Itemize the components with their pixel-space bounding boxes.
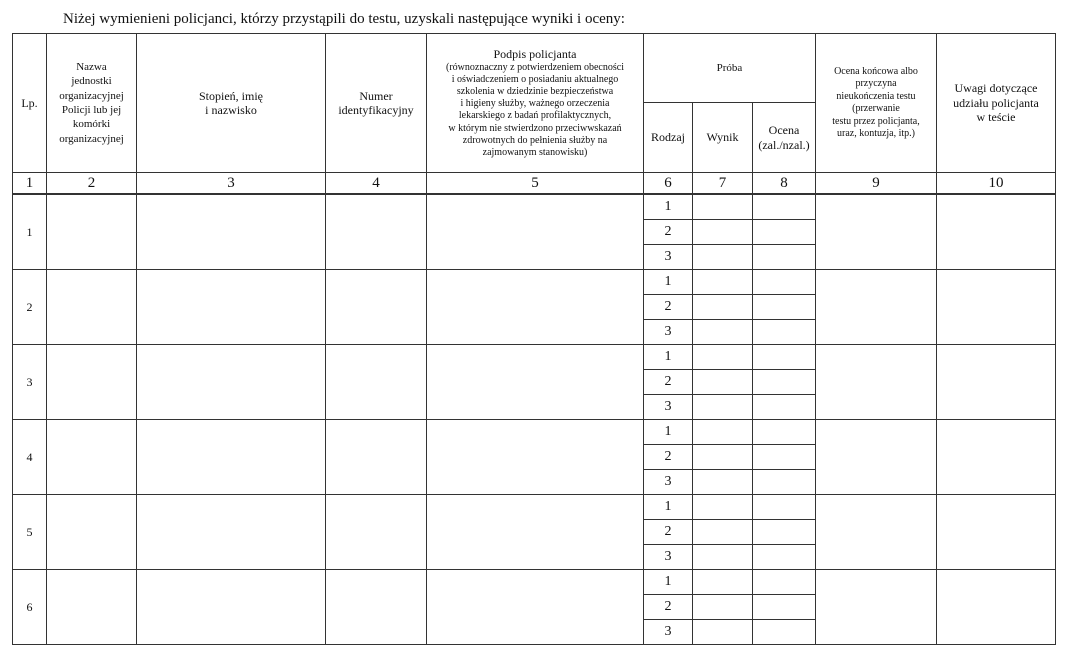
remarks-cell[interactable] [937, 270, 1056, 345]
grade-cell[interactable] [753, 345, 816, 370]
grade-cell[interactable] [753, 395, 816, 420]
id-number-cell[interactable] [326, 420, 427, 495]
unit-name-cell[interactable] [47, 570, 137, 645]
row-number: 1 [13, 194, 47, 270]
trial-type-number: 3 [644, 545, 693, 570]
final-grade-cell[interactable] [816, 495, 937, 570]
table-row [13, 570, 1056, 595]
remarks-cell[interactable] [937, 420, 1056, 495]
table-row [13, 345, 1056, 370]
grade-cell[interactable] [753, 620, 816, 645]
trial-type-number: 2 [644, 295, 693, 320]
trial-type-number: 3 [644, 395, 693, 420]
grade-cell[interactable] [753, 545, 816, 570]
unit-name-cell[interactable] [47, 270, 137, 345]
grade-cell[interactable] [753, 470, 816, 495]
column-number: 4 [326, 173, 427, 195]
column-number: 2 [47, 173, 137, 195]
result-cell[interactable] [693, 495, 753, 520]
result-cell[interactable] [693, 420, 753, 445]
rank-name-cell[interactable] [137, 345, 326, 420]
column-number: 5 [427, 173, 644, 195]
grade-cell[interactable] [753, 370, 816, 395]
header-ocena: Ocena (zal./nzal.) [753, 103, 816, 173]
final-grade-cell[interactable] [816, 570, 937, 645]
result-cell[interactable] [693, 270, 753, 295]
id-number-cell[interactable] [326, 345, 427, 420]
grade-cell[interactable] [753, 520, 816, 545]
trial-type-number: 1 [644, 570, 693, 595]
row-number: 4 [13, 420, 47, 495]
table-row [13, 270, 1056, 295]
grade-cell[interactable] [753, 320, 816, 345]
column-number: 3 [137, 173, 326, 195]
unit-name-cell[interactable] [47, 495, 137, 570]
row-number: 6 [13, 570, 47, 645]
column-number: 8 [753, 173, 816, 195]
header-proba: Próba [644, 34, 816, 103]
grade-cell[interactable] [753, 570, 816, 595]
signature-cell[interactable] [427, 194, 644, 270]
column-number-row [13, 173, 1056, 195]
column-number: 10 [937, 173, 1056, 195]
test-results-table [12, 33, 1056, 645]
grade-cell[interactable] [753, 270, 816, 295]
rank-name-cell[interactable] [137, 420, 326, 495]
table-row [13, 194, 1056, 220]
trial-type-number: 2 [644, 220, 693, 245]
result-cell[interactable] [693, 545, 753, 570]
unit-name-cell[interactable] [47, 194, 137, 270]
row-number: 2 [13, 270, 47, 345]
signature-cell[interactable] [427, 570, 644, 645]
header-signature: Podpis policjanta (równoznaczny z potwierdzeniem obecności i oświadczeniem o posiadaniu aktualnego szkolenia w dziedzinie bezpieczeństwa i higieny służby, ważnego orzeczenia lekarskiego z badań profilaktycznych, w którym nie stwierdzono przeciwwskazań zdrowotnych do pełnienia służby na zajmowanym stanowisku) [427, 34, 644, 173]
row-number: 3 [13, 345, 47, 420]
id-number-cell[interactable] [326, 270, 427, 345]
result-cell[interactable] [693, 370, 753, 395]
grade-cell[interactable] [753, 194, 816, 220]
result-cell[interactable] [693, 345, 753, 370]
grade-cell[interactable] [753, 495, 816, 520]
grade-cell[interactable] [753, 445, 816, 470]
trial-type-number: 3 [644, 320, 693, 345]
result-cell[interactable] [693, 395, 753, 420]
result-cell[interactable] [693, 245, 753, 270]
table-row [13, 495, 1056, 520]
header-unit-name: Nazwa jednostki organizacyjnej Policji lub jej komórki organizacyjnej [47, 34, 137, 173]
result-cell[interactable] [693, 220, 753, 245]
header-wynik: Wynik [693, 103, 753, 173]
result-cell[interactable] [693, 320, 753, 345]
column-number: 9 [816, 173, 937, 195]
final-grade-cell[interactable] [816, 194, 937, 270]
rank-name-cell[interactable] [137, 570, 326, 645]
table-row [13, 420, 1056, 445]
header-rank-name: Stopień, imię i nazwisko [137, 34, 326, 173]
trial-type-number: 1 [644, 495, 693, 520]
result-cell[interactable] [693, 595, 753, 620]
result-cell[interactable] [693, 620, 753, 645]
result-cell[interactable] [693, 194, 753, 220]
row-number: 5 [13, 495, 47, 570]
grade-cell[interactable] [753, 245, 816, 270]
id-number-cell[interactable] [326, 495, 427, 570]
header-rodzaj: Rodzaj [644, 103, 693, 173]
final-grade-cell[interactable] [816, 345, 937, 420]
trial-type-number: 1 [644, 420, 693, 445]
remarks-cell[interactable] [937, 194, 1056, 270]
form-intro-text: Niżej wymienieni policjanci, którzy przystąpili do testu, uzyskali następujące wyniki i oceny: [63, 11, 625, 27]
result-cell[interactable] [693, 570, 753, 595]
trial-type-number: 2 [644, 370, 693, 395]
column-number: 7 [693, 173, 753, 195]
result-cell[interactable] [693, 520, 753, 545]
result-cell[interactable] [693, 295, 753, 320]
final-grade-cell[interactable] [816, 270, 937, 345]
header-lp: Lp. [13, 34, 47, 173]
trial-type-number: 2 [644, 520, 693, 545]
trial-type-number: 2 [644, 595, 693, 620]
signature-cell[interactable] [427, 345, 644, 420]
remarks-cell[interactable] [937, 495, 1056, 570]
header-id-number: Numer identyfikacyjny [326, 34, 427, 173]
id-number-cell[interactable] [326, 194, 427, 270]
column-number: 1 [13, 173, 47, 195]
signature-cell[interactable] [427, 495, 644, 570]
grade-cell[interactable] [753, 420, 816, 445]
remarks-cell[interactable] [937, 570, 1056, 645]
trial-type-number: 1 [644, 270, 693, 295]
remarks-cell[interactable] [937, 345, 1056, 420]
trial-type-number: 3 [644, 245, 693, 270]
grade-cell[interactable] [753, 295, 816, 320]
result-cell[interactable] [693, 445, 753, 470]
header-final-grade: Ocena końcowa albo przyczyna nieukończenia testu (przerwanie testu przez policjanta, uraz, kontuzja, itp.) [816, 34, 937, 173]
header-remarks: Uwagi dotyczące udziału policjanta w teście [937, 34, 1056, 173]
unit-name-cell[interactable] [47, 345, 137, 420]
rank-name-cell[interactable] [137, 270, 326, 345]
signature-cell[interactable] [427, 270, 644, 345]
column-number: 6 [644, 173, 693, 195]
final-grade-cell[interactable] [816, 420, 937, 495]
unit-name-cell[interactable] [47, 420, 137, 495]
grade-cell[interactable] [753, 220, 816, 245]
trial-type-number: 3 [644, 620, 693, 645]
rank-name-cell[interactable] [137, 194, 326, 270]
trial-type-number: 1 [644, 194, 693, 220]
rank-name-cell[interactable] [137, 495, 326, 570]
grade-cell[interactable] [753, 595, 816, 620]
result-cell[interactable] [693, 470, 753, 495]
trial-type-number: 1 [644, 345, 693, 370]
trial-type-number: 3 [644, 470, 693, 495]
trial-type-number: 2 [644, 445, 693, 470]
signature-cell[interactable] [427, 420, 644, 495]
id-number-cell[interactable] [326, 570, 427, 645]
